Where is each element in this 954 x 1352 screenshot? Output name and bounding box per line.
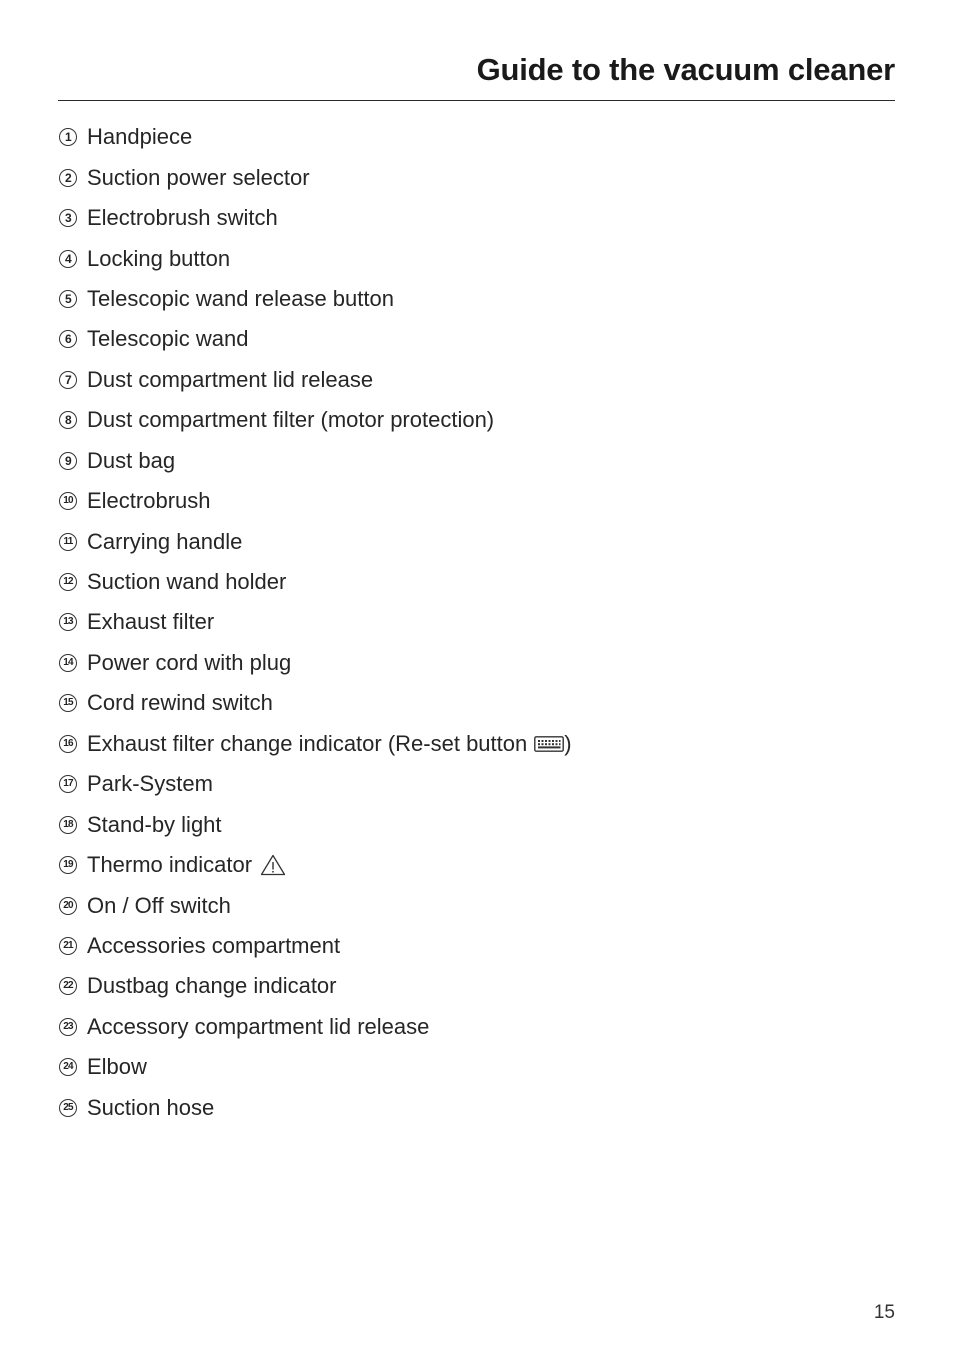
- item-number: 9: [59, 452, 77, 470]
- item-label: Carrying handle: [87, 528, 243, 554]
- item-number: 2: [59, 169, 77, 187]
- list-item: [58, 481, 572, 521]
- list-item: [58, 683, 572, 723]
- item-number: 23: [59, 1018, 77, 1036]
- list-item: [58, 764, 572, 804]
- item-label: Dust compartment lid release: [87, 366, 374, 392]
- item-number: 16: [59, 735, 77, 753]
- item-number: 14: [59, 654, 77, 672]
- list-item: [58, 602, 572, 642]
- item-number: 5: [59, 290, 77, 308]
- list-item: [58, 966, 572, 1006]
- title-divider: [58, 100, 895, 101]
- item-number: 18: [59, 816, 77, 834]
- page-title: Guide to the vacuum cleaner: [476, 52, 895, 87]
- item-label: Cord rewind switch: [87, 690, 273, 716]
- list-item: [58, 400, 572, 440]
- item-number: 3: [59, 209, 77, 227]
- list-item: [58, 885, 572, 925]
- item-label: On / Off switch: [87, 892, 231, 918]
- item-label: Power cord with plug: [87, 649, 292, 675]
- item-label: Dust compartment filter (motor protection): [87, 407, 495, 433]
- warning-triangle-icon: [260, 854, 286, 876]
- item-label: Elbow: [87, 1054, 147, 1080]
- list-item: [58, 521, 572, 561]
- item-number: 19: [59, 856, 77, 874]
- list-item: [58, 845, 572, 885]
- item-label: Exhaust filter: [87, 609, 215, 635]
- item-label: Handpiece: [87, 124, 193, 150]
- item-number: 24: [59, 1058, 77, 1076]
- item-number: 11: [59, 533, 77, 551]
- item-number: 17: [59, 775, 77, 793]
- item-number: 10: [59, 492, 77, 510]
- list-item: [58, 1007, 572, 1047]
- item-label: Electrobrush: [87, 488, 211, 514]
- item-label: Stand-by light: [87, 811, 222, 837]
- item-number: 4: [59, 250, 77, 268]
- list-item: [58, 441, 572, 481]
- list-item: [58, 804, 572, 844]
- list-item: [58, 1088, 572, 1128]
- item-number: 1: [59, 128, 77, 146]
- list-item: [58, 562, 572, 602]
- item-number: 8: [59, 411, 77, 429]
- item-label: Exhaust filter change indicator (Re-set button: [87, 730, 528, 756]
- list-item: [58, 157, 572, 197]
- item-label-suffix: ): [564, 730, 572, 756]
- item-number: 6: [59, 330, 77, 348]
- item-number: 25: [59, 1099, 77, 1117]
- item-label: Thermo indicator: [87, 852, 253, 878]
- item-label: Suction hose: [87, 1094, 215, 1120]
- reset-button-icon: [534, 736, 564, 752]
- item-label: Suction wand holder: [87, 569, 287, 595]
- list-item: [58, 319, 572, 359]
- item-number: 15: [59, 694, 77, 712]
- item-label: Locking button: [87, 245, 231, 271]
- list-item: [58, 117, 572, 157]
- item-number: 20: [59, 897, 77, 915]
- item-label: Dust bag: [87, 447, 176, 473]
- item-label: Park-System: [87, 771, 213, 797]
- list-item: [58, 198, 572, 238]
- item-label: Accessories compartment: [87, 932, 341, 958]
- item-number: 21: [59, 937, 77, 955]
- item-number: 7: [59, 371, 77, 389]
- item-label: Suction power selector: [87, 164, 310, 190]
- list-item: [58, 279, 572, 319]
- list-item: [58, 238, 572, 278]
- list-item: [58, 1047, 572, 1087]
- item-number: 13: [59, 613, 77, 631]
- item-label: Electrobrush switch: [87, 205, 278, 231]
- item-label: Dustbag change indicator: [87, 973, 337, 999]
- page-number: 15: [873, 1302, 895, 1323]
- item-label: Accessory compartment lid release: [87, 1013, 430, 1039]
- list-item: [58, 926, 572, 966]
- parts-list: [58, 117, 572, 1128]
- item-label: Telescopic wand release button: [87, 285, 394, 311]
- item-number: 22: [59, 977, 77, 995]
- list-item: [58, 724, 572, 764]
- list-item: [58, 643, 572, 683]
- list-item: [58, 360, 572, 400]
- item-number: 12: [59, 573, 77, 591]
- item-label: Telescopic wand: [87, 326, 249, 352]
